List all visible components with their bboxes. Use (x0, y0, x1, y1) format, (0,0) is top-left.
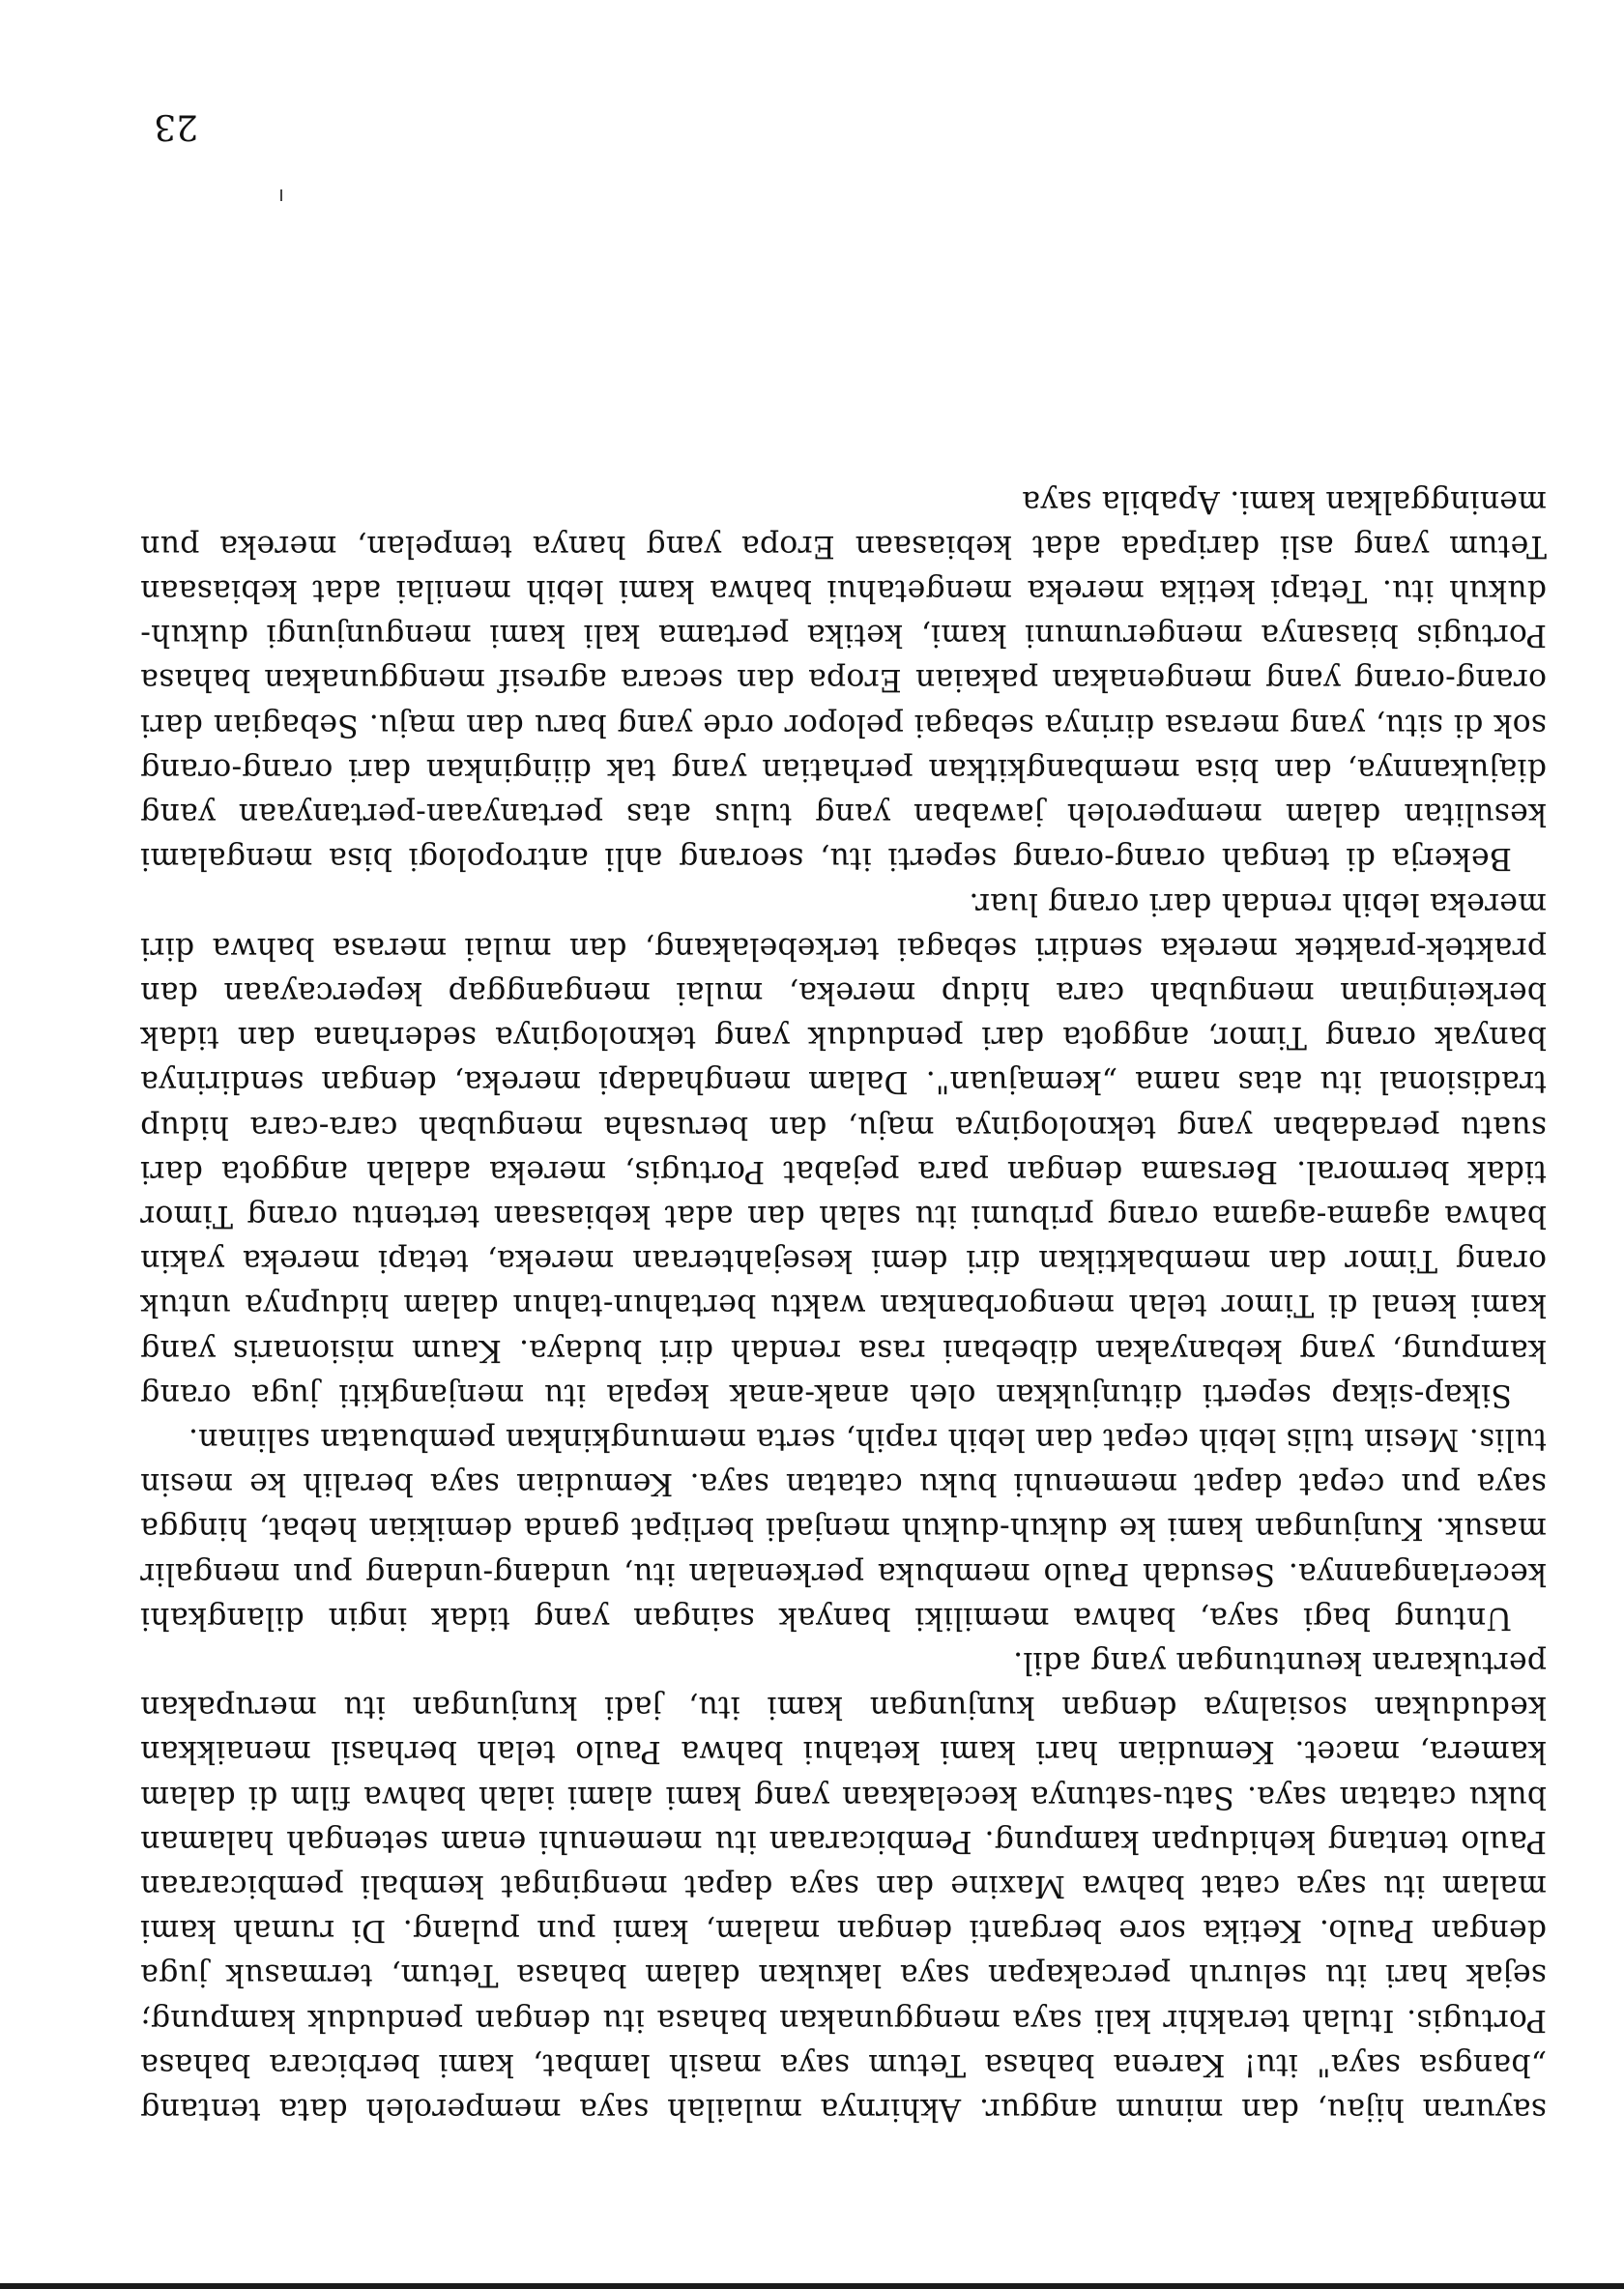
body-text (140, 478, 1547, 2131)
paragraph-4: Bekerja di tengah orang-orang seperti itu, seorang ahli antropologi bisa mengalami kesulitan dalam memperoleh jawaban yang tulus atas pertanyaan-pertanyaan yang diajukannya, dan bisa membangkitkan perhatian yang tak diinginkan dari orang-orang sok di situ, yang merasa dirinya sebagai pelopor orde yang baru dan maju. Sebagian dari orang-orang yang mengenakan pakaian Eropa dan secara agresif menggunakan bahasa Portugis biasanya mengerumuni kami, ketika pertama kali kami mengunjungi dukuh-dukuh itu. Tetapi ketika mereka mengetahui bahwa kami lebih menilai adat kebiasaan Tetum yang asli daripada adat kebiasaan Eropa yang hanya tempelan, mereka pun meninggalkan kami. Apabila saya (140, 483, 1547, 877)
page-number: 23 (154, 106, 198, 146)
paragraph-1: sayuran hijau, dan minum anggur. Akhirnya mulailah saya memperoleh data tentang „bangsa saya" itu! Karena bahasa Tetum saya masih lambat, kami berbicara bahasa Portugis. Itulah terakhir kali saya menggunakan bahasa itu dengan penduduk kampung; sejak hari itu seluruh percakapan saya lakukan dalam bahasa Tetum, termasuk juga dengan Paulo. Ketika sore berganti dengan malam, kami pun pulang. Di rumah kami malam itu saya catat bahwa Maxine dan saya dapat mengingat kembali pembicaraan Paulo tentang kehidupan kampung. Pembicaraan itu memenuhi enam setengah halaman buku catatan saya. Satu-satunya kecelakaan yang kami alami ialah bahwa film di dalam kamera, macet. Kemudian hari kami ketahui bahwa Paulo telah berhasil menaikkan kedudukan sosialnya dengan kunjungan kami itu, jadi kunjungan itu merupakan pertukaran keuntungan yang adil. (140, 1644, 1547, 2127)
paragraph-3: Sikap-sikap seperti ditunjukkan oleh anak-anak kepala itu menjangkiti juga orang kampung, yang kebanyakan dibebani rasa rendah diri budaya. Kaum misionaris yang kami kenal di Timor telah mengorbankan waktu bertahun-tahun dalam hidupnya untuk orang Timor dan membaktikan diri demi kesejahteraan mereka, tetapi mereka yakin bahwa agama-agama orang pribumi itu salah dan adat kebiasaan tertentu orang Timor tidak bermoral. Bersama dengan para pejabat Portugis, mereka adalah anggota dari suatu peradaban yang teknologinya maju, dan berusaha mengubah cara-cara hidup tradisional itu atas nama „kemajuan". Dalam menghadapi mereka, dengan sendirinya banyak orang Timor, anggota dari penduduk yang teknologinya sederhana dan tidak berkeinginan mengubah cara hidup mereka, mulai menganggap kepercayaan dan praktek-praktek mereka sendiri sebagai terkebelakang, dan mulai merasa bahwa diri mereka lebih rendah dari orang luar. (140, 885, 1547, 1412)
scan-edge-rule (0, 2283, 1624, 2289)
margin-mark (280, 189, 282, 201)
paragraph-2: Untung bagi saya, bahwa memiliki banyak saingan yang tidak ingin dilangkahi kecerlangannya. Sesudah Paulo membuka perkenalan itu, undang-undang pun mengalir masuk. Kunjungan kami ke dukuh-dukuh menjadi berlipat ganda demikian hebat, hingga saya pun cepat dapat memenuhi buku catatan saya. Kemudian saya beralih ke mesin tulis. Mesin tulis lebih cepat dan lebih rapih, serta memungkinkan pembuatan salinan. (140, 1421, 1547, 1636)
